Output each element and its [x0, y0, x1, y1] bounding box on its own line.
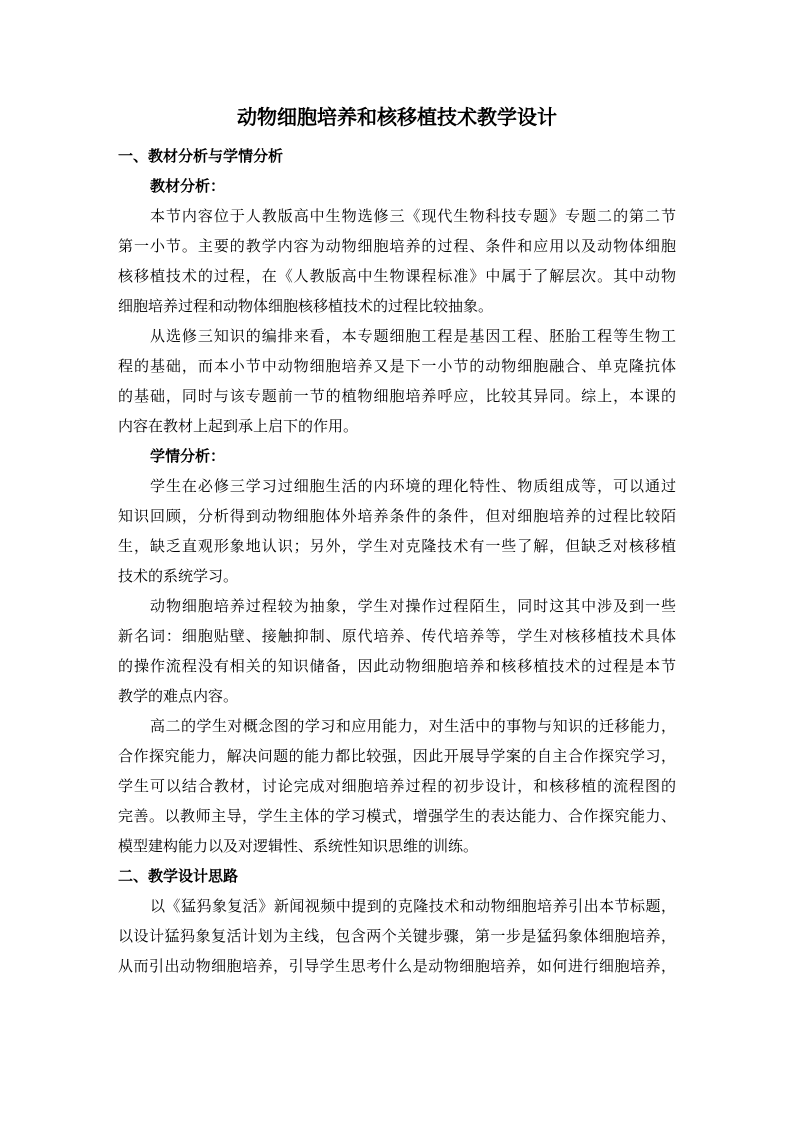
- paragraph-line: 完善。以教师主导，学生主体的学习模式，增强学生的表达能力、合作探究能力、: [118, 807, 676, 825]
- section-heading-analysis: 一、教材分析与学情分析: [118, 147, 284, 165]
- paragraph-line: 知识回顾，分析得到动物细胞体外培养条件的条件，但对细胞培养的过程比较陌: [118, 507, 676, 525]
- paragraph-line: 的基础，同时与该专题前一节的植物细胞培养呼应，比较其异同。综上，本课的: [118, 387, 676, 405]
- paragraph-line: 从选修三知识的编排来看，本专题细胞工程是基因工程、胚胎工程等生物工: [150, 327, 676, 345]
- paragraph-line: 第一小节。主要的教学内容为动物细胞培养的过程、条件和应用以及动物体细胞: [118, 237, 676, 255]
- subheading-student-analysis: 学情分析：: [150, 447, 226, 465]
- paragraph-line: 新名词：细胞贴壁、接触抑制、原代培养、传代培养等，学生对核移植技术具体: [118, 627, 676, 645]
- paragraph-student-background: [118, 471, 676, 591]
- paragraph-student-abilities: [118, 711, 676, 861]
- paragraph-line: 动物细胞培养过程较为抽象，学生对操作过程陌生，同时这其中涉及到一些: [150, 597, 676, 615]
- paragraph-line: 以《猛犸象复活》新闻视频中提到的克隆技术和动物细胞培养引出本节标题，: [150, 897, 676, 915]
- subheading-textbook-analysis: 教材分析：: [150, 177, 226, 195]
- paragraph-line: 从而引出动物细胞培养，引导学生思考什么是动物细胞培养，如何进行细胞培养，: [118, 957, 676, 975]
- paragraph-textbook-position: [118, 201, 676, 321]
- paragraph-difficulty: [118, 591, 676, 711]
- paragraph-line: 教学的难点内容。: [118, 687, 239, 705]
- paragraph-line: 核移植技术的过程，在《人教版高中生物课程标准》中属于了解层次。其中动物: [118, 267, 676, 285]
- paragraph-line: 技术的系统学习。: [118, 567, 239, 585]
- paragraph-curriculum-arrangement: [118, 321, 676, 441]
- paragraph-line: 学生可以结合教材，讨论完成对细胞培养过程的初步设计，和核移植的流程图的: [118, 777, 676, 795]
- paragraph-line: 学生在必修三学习过细胞生活的内环境的理化特性、物质组成等，可以通过: [150, 477, 676, 495]
- paragraph-line: 内容在教材上起到承上启下的作用。: [118, 417, 359, 435]
- paragraph-line: 模型建构能力以及对逻辑性、系统性知识思维的训练。: [118, 837, 479, 855]
- paragraph-line: 生，缺乏直观形象地认识；另外，学生对克隆技术有一些了解，但缺乏对核移植: [118, 537, 676, 555]
- document-title: 动物细胞培养和核移植技术教学设计: [237, 105, 557, 129]
- paragraph-line: 本节内容位于人教版高中生物选修三《现代生物科技专题》专题二的第二节: [150, 207, 676, 225]
- paragraph-line: 合作探究能力，解决问题的能力都比较强，因此开展导学案的自主合作探究学习，: [118, 747, 676, 765]
- paragraph-line: 高二的学生对概念图的学习和应用能力，对生活中的事物与知识的迁移能力，: [150, 717, 676, 735]
- paragraph-line: 的操作流程没有相关的知识储备，因此动物细胞培养和核移植技术的过程是本节: [118, 657, 676, 675]
- paragraph-design-approach: [118, 891, 676, 981]
- document-body: [118, 141, 676, 981]
- paragraph-line: 细胞培养过程和动物体细胞核移植技术的过程比较抽象。: [118, 297, 494, 315]
- paragraph-line: 以设计猛犸象复活计划为主线，包含两个关键步骤，第一步是猛犸象体细胞培养，: [118, 927, 676, 945]
- section-heading-design-approach: 二、教学设计思路: [118, 867, 239, 885]
- paragraph-line: 程的基础，而本小节中动物细胞培养又是下一小节的动物细胞融合、单克隆抗体: [118, 357, 676, 375]
